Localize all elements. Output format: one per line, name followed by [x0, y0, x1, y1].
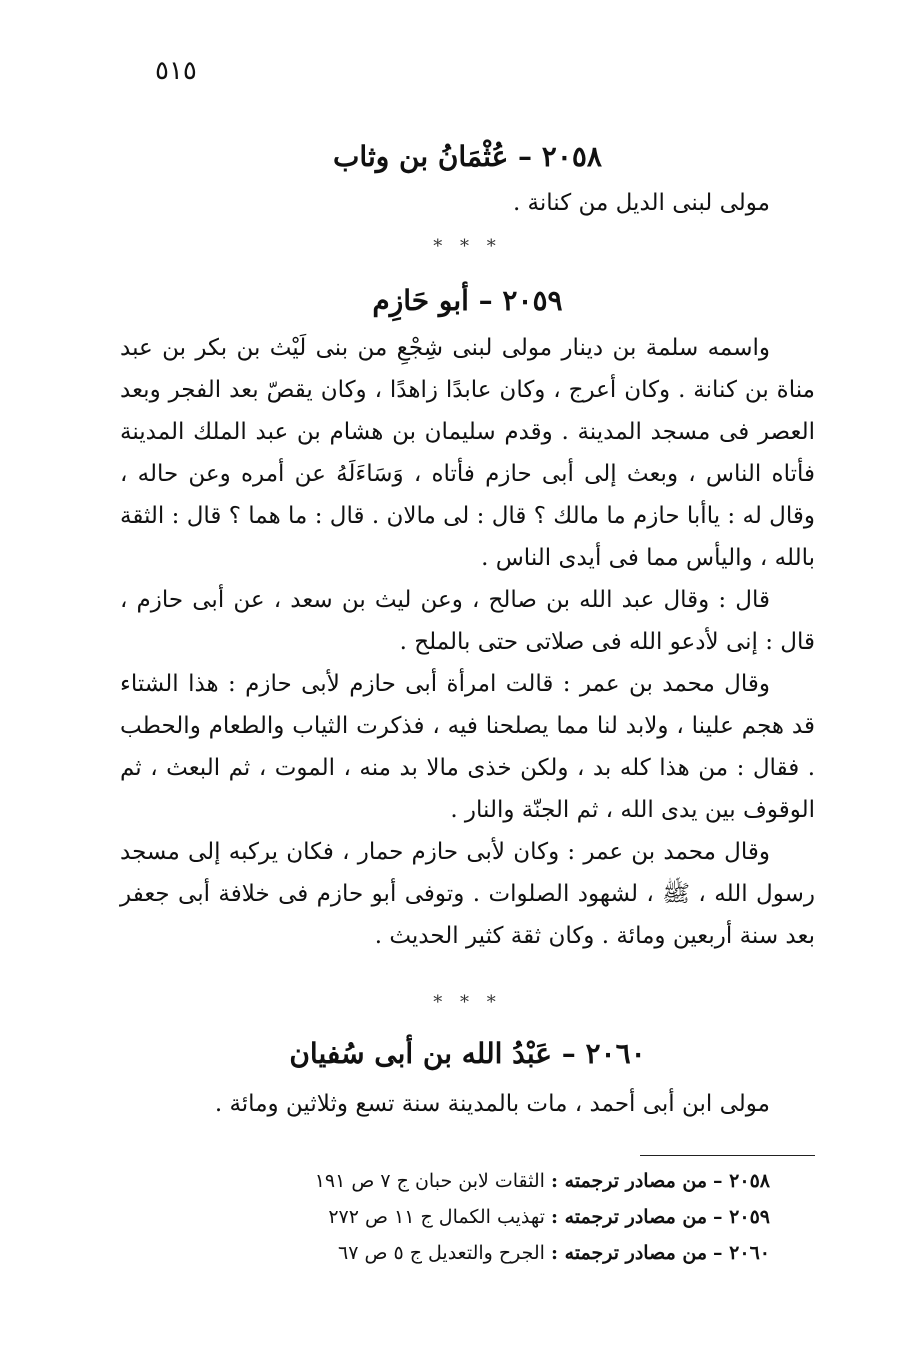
page-number: ٥١٥	[155, 56, 197, 86]
entry-body-2058	[120, 182, 815, 224]
footnote-number: ٢٠٥٨ –	[713, 1170, 770, 1192]
footnote-number: ٢٠٦٠ –	[713, 1242, 770, 1264]
paragraph: قال : وقال عبد الله بن صالح ، وعن ليث بن سعد ، عن أبى حازم ، قال : إنى لأدعو الله فى صلاتى حتى بالملح .	[120, 587, 815, 655]
paragraph: وقال محمد بن عمر : قالت امرأة أبى حازم لأبى حازم : هذا الشتاء قد هجم علينا ، ولابد لنا مما يصلحنا فيه ، فذكرت الثياب والطعام والحطب . فقال : من هذا كله بد ، ولكن خذى مالا بد منه ، الموت ، ثم البعث ، ثم الوقوف بين يدى الله ، ثم الجنّة والنار .	[120, 671, 815, 823]
footnote-text: الجرح والتعديل ج ٥ ص ٦٧	[337, 1242, 545, 1264]
footnote-label: من مصادر ترجمته :	[551, 1206, 707, 1228]
footnote-label: من مصادر ترجمته :	[551, 1170, 707, 1192]
section-separator: * * *	[433, 236, 502, 257]
entry-body-2060	[120, 1083, 815, 1125]
entry-heading-2060: ٢٠٦٠ – عَبْدُ الله بن أبى سُفيان	[289, 1037, 646, 1070]
paragraph: مولى ابن أبى أحمد ، مات بالمدينة سنة تسع وثلاثين ومائة .	[214, 1091, 770, 1117]
entry-heading-2059: ٢٠٥٩ – أبو حَازِم	[372, 284, 563, 317]
footnote-text: تهذيب الكمال ج ١١ ص ٢٧٢	[328, 1206, 545, 1228]
footnote-text: الثقات لابن حبان ج ٧ ص ١٩١	[314, 1170, 545, 1192]
footnote-number: ٢٠٥٩ –	[713, 1206, 770, 1228]
paragraph: وقال محمد بن عمر : وكان لأبى حازم حمار ، فكان يركبه إلى مسجد رسول الله ، ﷺ ، لشهود الصلوات . وتوفى أبو حازم فى خلافة أبى جعفر بعد سنة أربعين ومائة . وكان ثقة كثير الحديث .	[120, 839, 815, 949]
footnote-divider	[640, 1155, 815, 1156]
footnote-item	[120, 1235, 770, 1271]
footnote-item	[120, 1199, 770, 1235]
footnote-item	[120, 1163, 770, 1199]
footnote-label: من مصادر ترجمته :	[551, 1242, 707, 1264]
entry-body-2059	[120, 327, 815, 957]
section-separator: * * *	[433, 992, 502, 1013]
entry-heading-2058: ٢٠٥٨ – عُثْمَانُ بن وثاب	[333, 140, 602, 173]
paragraph: واسمه سلمة بن دينار مولى لبنى شِجْعِ من بنى لَيْث بن بكر بن عبد مناة بن كنانة . وكان أعرج ، وكان عابدًا زاهدًا ، وكان يقصّ بعد الفجر وبعد العصر فى مسجد المدينة . وقدم سليمان بن هشام بن عبد الملك المدينة فأتاه الناس ، وبعث إلى أبى حازم فأتاه ، وَسَاءَلَهُ عن أمره وعن حاله ، وقال له : ياأبا حازم ما مالك ؟ قال : لى مالان . قال : ما هما ؟ قال : الثقة بالله ، واليأس مما فى أيدى الناس .	[120, 335, 815, 571]
footnotes	[120, 1163, 770, 1271]
paragraph: مولى لبنى الديل من كنانة .	[512, 190, 770, 216]
